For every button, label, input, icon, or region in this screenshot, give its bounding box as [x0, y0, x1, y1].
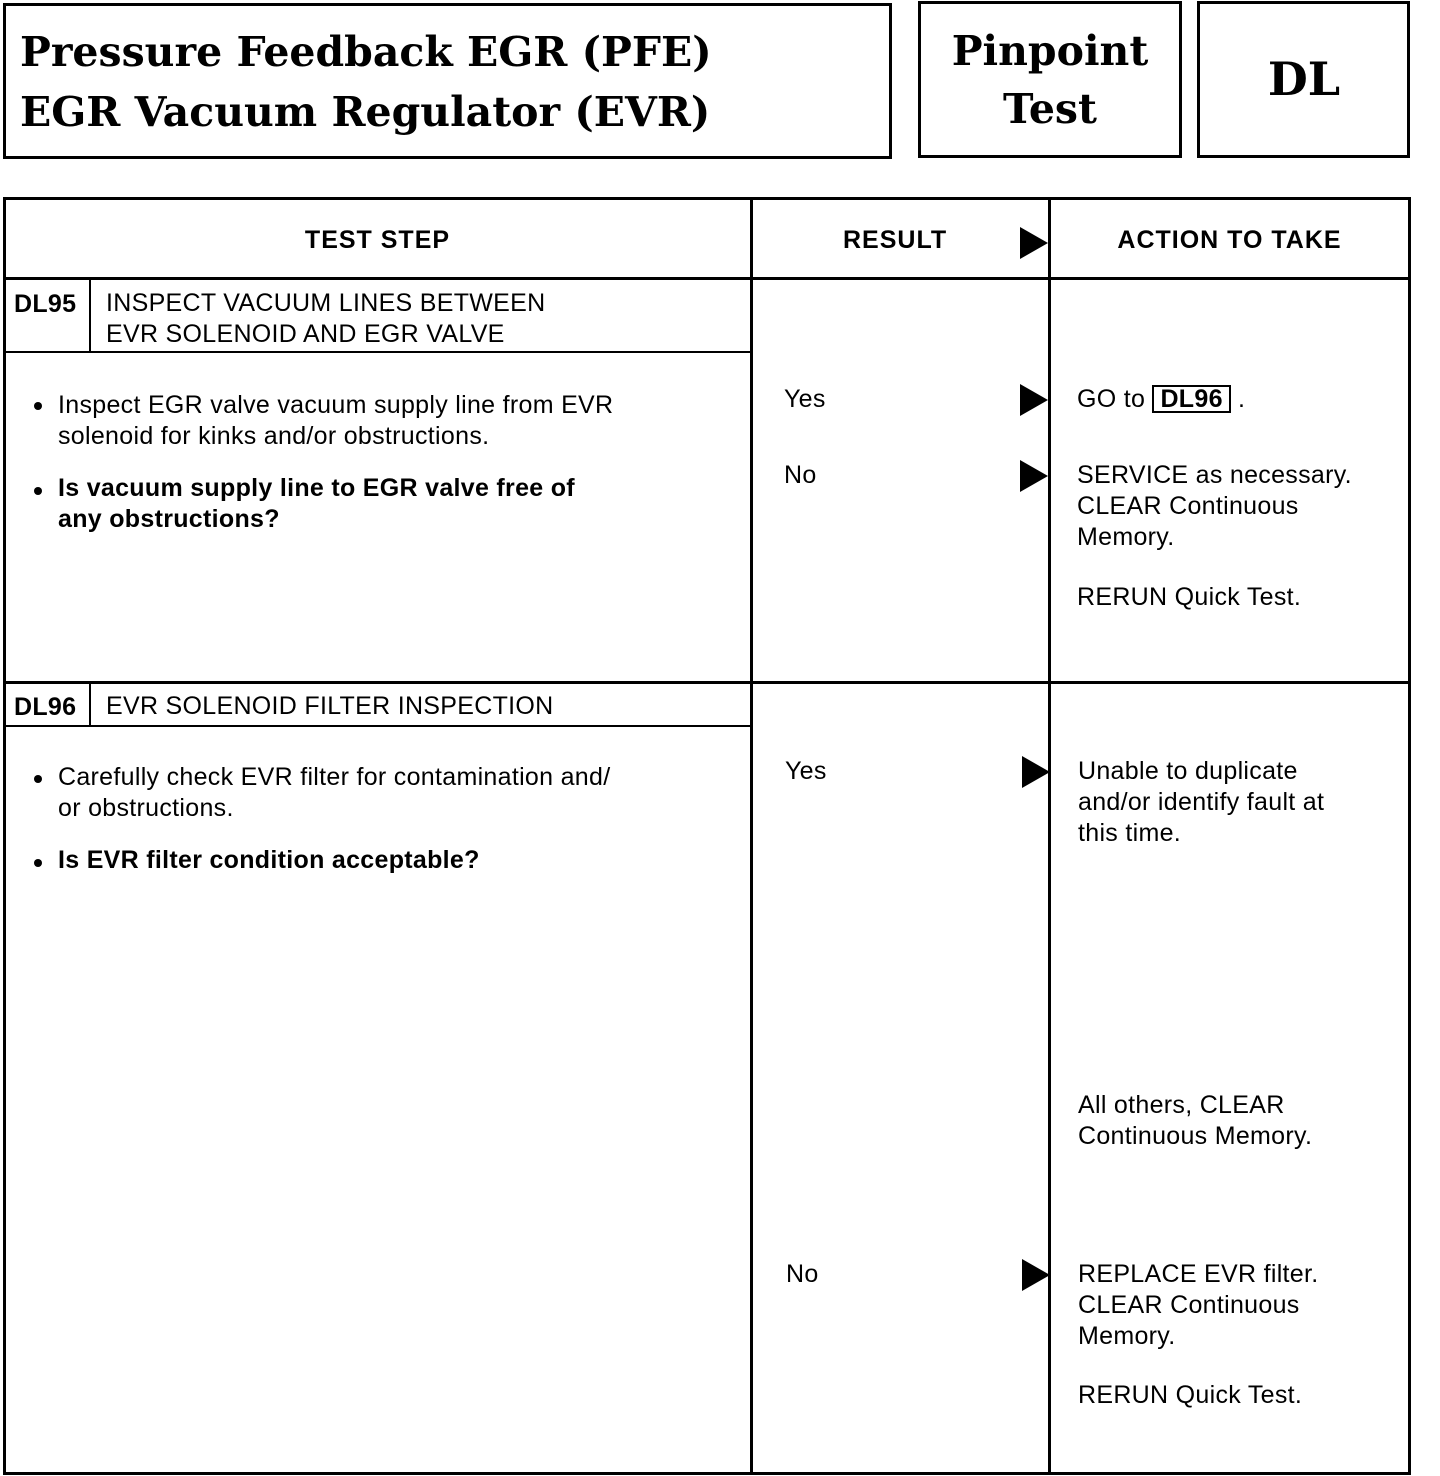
bullet-icon [34, 859, 42, 867]
title-line-2: EGR Vacuum Regulator (EVR) [20, 88, 711, 136]
column-header-test-step: TEST STEP [304, 226, 451, 254]
result-arrow-icon [1022, 756, 1050, 788]
step-id: DL96 [14, 693, 77, 721]
step-title-divider [5, 351, 751, 353]
action-text: SERVICE as necessary. CLEAR Continuous Memory. [1077, 461, 1352, 551]
step-title: INSPECT VACUUM LINES BETWEEN EVR SOLENOID AND EGR VALVE [106, 289, 546, 348]
result-yes: Yes [784, 385, 826, 413]
column-divider-result [750, 199, 753, 1473]
result-arrow-icon [1020, 460, 1048, 492]
bullet-icon [34, 487, 42, 495]
action-text: GO to DL96 . [1077, 385, 1246, 413]
step-question: Is vacuum supply line to EGR valve free of any obstructions? [58, 474, 575, 533]
title-line-1: Pressure Feedback EGR (PFE) [20, 28, 712, 76]
step-id-divider [89, 280, 91, 352]
step-id-divider [89, 684, 91, 726]
step-instruction: Carefully check EVR filter for contamination and/ or obstructions. [58, 763, 611, 822]
result-arrow-icon [1020, 227, 1048, 259]
result-yes: Yes [785, 757, 827, 785]
action-text: RERUN Quick Test. [1078, 1381, 1303, 1409]
bullet-icon [34, 402, 42, 410]
step-id: DL95 [14, 290, 77, 318]
result-no: No [786, 1260, 819, 1288]
step-title: EVR SOLENOID FILTER INSPECTION [106, 692, 554, 720]
result-arrow-icon [1020, 384, 1048, 416]
pinpoint-label [920, 22, 1180, 138]
result-no: No [784, 461, 817, 489]
column-header-action: ACTION TO TAKE [1117, 226, 1342, 254]
page-title [20, 22, 712, 142]
test-code: DL [1267, 52, 1341, 106]
action-text: Unable to duplicate and/or identify fault at this time. [1078, 757, 1325, 847]
pinpoint-line-2: Test [1003, 85, 1097, 133]
step-question: Is EVR filter condition acceptable? [58, 846, 480, 874]
step-divider [5, 681, 1409, 684]
action-text: RERUN Quick Test. [1077, 583, 1302, 611]
step-reference-link[interactable]: DL96 [1152, 385, 1230, 413]
result-arrow-icon [1022, 1259, 1050, 1291]
header-row-divider [5, 277, 1409, 280]
column-header-result: RESULT [843, 226, 948, 254]
bullet-icon [34, 775, 42, 783]
pinpoint-line-1: Pinpoint [951, 27, 1149, 75]
action-text: All others, CLEAR Continuous Memory. [1078, 1091, 1313, 1150]
action-text: REPLACE EVR filter. CLEAR Continuous Memory. [1078, 1260, 1319, 1350]
step-title-divider [5, 725, 751, 727]
step-instruction: Inspect EGR valve vacuum supply line from EVR solenoid for kinks and/or obstructions. [58, 391, 614, 450]
